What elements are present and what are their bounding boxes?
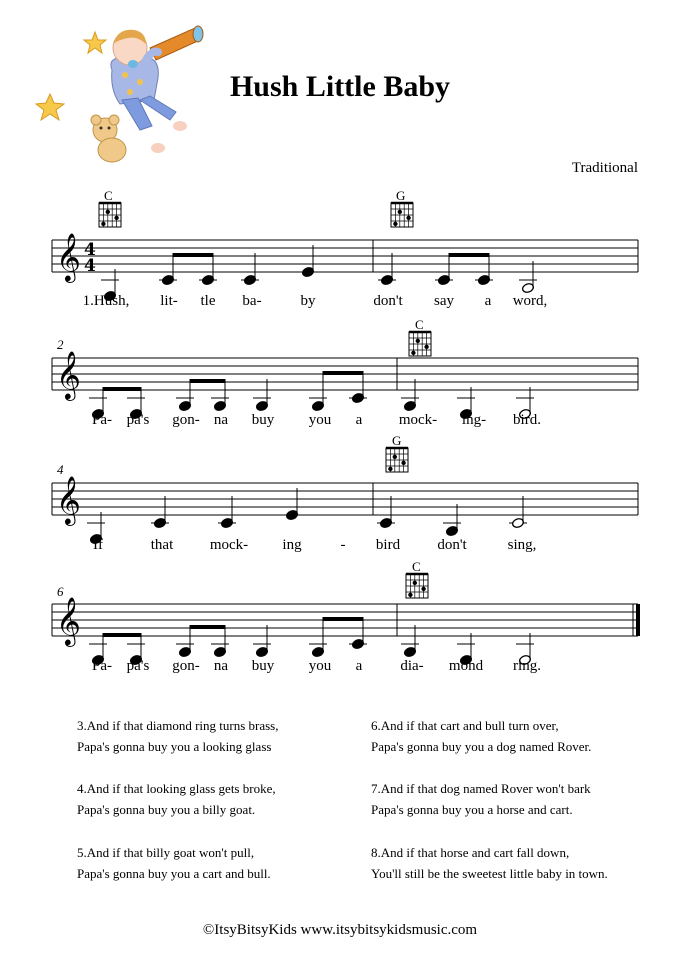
lyric-syllable: dia- [400, 658, 424, 674]
lyric-syllable: lit- [160, 293, 178, 309]
treble-clef-icon: 𝄞 [56, 350, 81, 399]
lyric-syllable: mond [448, 658, 484, 674]
measure-number: 4 [57, 462, 64, 477]
verse-block [77, 842, 271, 884]
verse-line: 6.And if that cart and bull turn over, [371, 718, 559, 733]
lyric-syllable: don't [373, 293, 403, 309]
note-beam [449, 253, 489, 257]
lyric-syllable: a [355, 412, 363, 428]
lyric-syllable: na [213, 412, 229, 428]
lyric-syllable: bird [375, 537, 401, 553]
chord-finger-dot [424, 345, 428, 349]
lyric-syllable: ba- [242, 293, 262, 309]
treble-clef-icon: 𝄞 [56, 596, 81, 645]
verse-line: 4.And if that looking glass gets broke, [77, 781, 276, 796]
verse-line: 3.And if that diamond ring turns brass, [77, 718, 279, 733]
chord-finger-dot [101, 222, 105, 226]
lyric-syllable: 1.Hush, [82, 293, 130, 309]
lyric-syllable: gon- [172, 412, 200, 428]
verse-line: 5.And if that billy goat won't pull, [77, 845, 255, 860]
chord-finger-dot [398, 210, 402, 214]
treble-clef-icon: 𝄞 [56, 475, 81, 524]
chord-finger-dot [393, 455, 397, 459]
measure-number: 6 [57, 584, 64, 599]
chord-name: C [415, 317, 424, 332]
chord-finger-dot [388, 467, 392, 471]
note-beam [323, 371, 363, 375]
verse-line: 8.And if that horse and cart fall down, [371, 845, 570, 860]
verse-block [77, 778, 276, 820]
lyric-syllable: buy [251, 658, 275, 674]
lyric-syllable: pa's [126, 412, 150, 428]
lyric-syllable: - [340, 537, 346, 553]
lyric-syllable: don't [437, 537, 467, 553]
verse-block [371, 778, 591, 820]
chord-finger-dot [401, 461, 405, 465]
verse-line: 7.And if that dog named Rover won't bark [371, 781, 591, 796]
composer-label: Traditional [571, 160, 638, 176]
chord-finger-dot [408, 593, 412, 597]
verse-block [371, 715, 591, 757]
chord-finger-dot [416, 339, 420, 343]
chord-finger-dot [393, 222, 397, 226]
lyric-syllable: you [308, 412, 332, 428]
lyric-syllable: you [308, 658, 332, 674]
lyric-syllable: Pa- [92, 658, 112, 674]
lyric-syllable: gon- [172, 658, 200, 674]
verse-block [371, 842, 608, 884]
verse-line: Papa's gonna buy you a billy goat. [77, 802, 256, 817]
time-signature-top: 4 [84, 240, 96, 260]
footer-copyright: ©ItsyBitsyKids www.itsybitsykidsmusic.com [202, 922, 478, 938]
lyric-syllable: ring. [513, 658, 541, 674]
chord-finger-dot [114, 216, 118, 220]
verse-line: Papa's gonna buy you a looking glass [77, 739, 272, 754]
lyric-syllable: a [484, 293, 492, 309]
verse-line: Papa's gonna buy you a cart and bull. [77, 866, 271, 881]
lyric-syllable: word, [512, 293, 548, 309]
chord-name: C [104, 188, 113, 203]
note-beam [190, 625, 225, 629]
chord-finger-dot [411, 351, 415, 355]
verse-block [77, 715, 278, 757]
lyric-syllable: If [93, 537, 103, 553]
note-beam [323, 617, 363, 621]
lyric-syllable: ing- [461, 412, 487, 428]
lyric-syllable: sing, [507, 537, 537, 553]
lyric-syllable: buy [251, 412, 275, 428]
lyric-syllable: a [355, 658, 363, 674]
lyric-syllable: by [300, 293, 316, 309]
lyric-syllable: mock- [209, 537, 249, 553]
measure-number: 2 [57, 337, 64, 352]
final-barline [636, 604, 640, 636]
chord-finger-dot [413, 581, 417, 585]
verse-line: Papa's gonna buy you a dog named Rover. [371, 739, 592, 754]
note-beam [103, 387, 141, 391]
lyric-syllable: Pa- [92, 412, 112, 428]
lyric-syllable: say [434, 293, 454, 309]
chord-finger-dot [421, 587, 425, 591]
chord-finger-dot [106, 210, 110, 214]
lyric-syllable: na [213, 658, 229, 674]
treble-clef-icon: 𝄞 [56, 232, 81, 281]
chord-name: G [396, 188, 406, 203]
lyric-syllable: pa's [126, 658, 150, 674]
verse-line: Papa's gonna buy you a horse and cart. [371, 802, 573, 817]
chord-finger-dot [406, 216, 410, 220]
song-title: Hush Little Baby [229, 70, 451, 103]
lyric-syllable: that [150, 537, 174, 553]
time-signature-bottom: 4 [84, 256, 96, 276]
note-beam [173, 253, 213, 257]
lyric-syllable: tle [200, 293, 216, 309]
chord-name: G [392, 433, 402, 448]
lyric-syllable: ing [282, 537, 302, 553]
lyric-syllable: bird. [513, 412, 541, 428]
note-beam [103, 633, 141, 637]
chord-name: C [412, 559, 421, 574]
verse-line: You'll still be the sweetest little baby in town. [371, 866, 608, 881]
lyric-syllable: mock- [398, 412, 438, 428]
note-beam [190, 379, 225, 383]
